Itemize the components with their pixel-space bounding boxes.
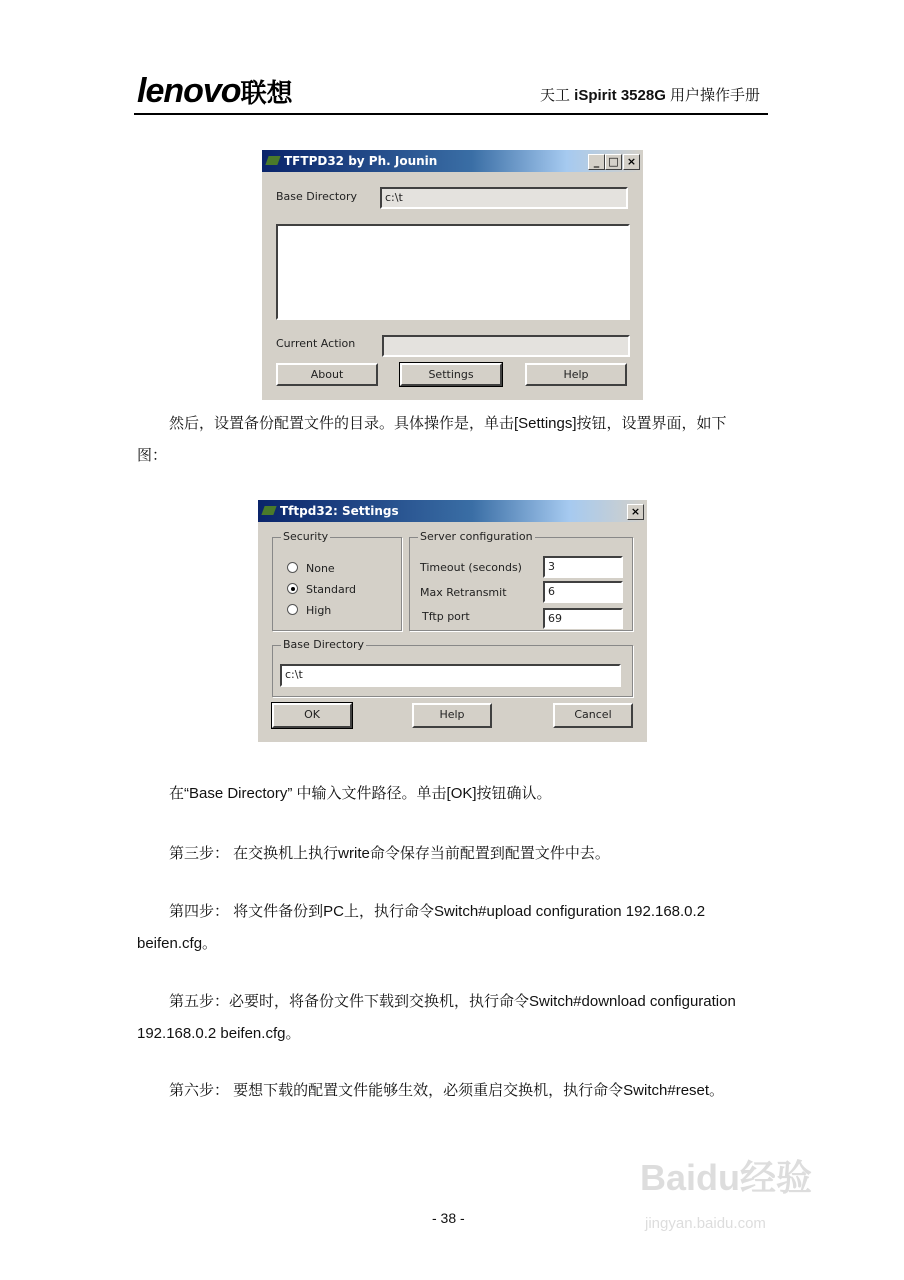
radio-icon xyxy=(287,562,298,573)
base-directory-label: Base Directory xyxy=(276,190,357,203)
paragraph: 在“Base Directory” 中输入文件路径。单击[OK]按钮确认。 xyxy=(169,785,552,802)
security-group xyxy=(272,530,402,631)
lenovo-logo: lenovo联想 xyxy=(137,72,293,110)
timeout-input[interactable]: 3 xyxy=(543,556,623,578)
cancel-button[interactable]: Cancel xyxy=(553,703,633,728)
baidu-watermark-url: jingyan.baidu.com xyxy=(645,1215,766,1232)
header-title: 天工 iSpirit 3528G 用户操作手册 xyxy=(540,87,761,104)
base-directory-field[interactable]: c:\t xyxy=(380,187,628,209)
step-4: 第四步： 将文件备份到PC上，执行命令Switch#upload configuration 192.168.0.2 xyxy=(169,903,706,920)
log-area[interactable] xyxy=(276,224,630,320)
tftp-port-input[interactable]: 69 xyxy=(543,608,623,629)
timeout-label: Timeout (seconds) xyxy=(420,561,522,574)
radio-icon xyxy=(287,604,298,615)
maximize-button[interactable]: □ xyxy=(605,154,622,170)
radio-checked-icon xyxy=(287,583,298,594)
base-directory-group xyxy=(272,638,633,697)
app-icon xyxy=(265,156,280,165)
close-button[interactable]: × xyxy=(623,154,640,170)
radio-standard[interactable]: Standard xyxy=(287,583,356,596)
server-configuration-label: Server configuration xyxy=(420,530,533,543)
title-bar: TFTPD32 by Ph. Jounin _ □ × xyxy=(262,150,643,172)
server-configuration-group xyxy=(409,530,633,631)
header-rule xyxy=(134,113,768,115)
settings-dialog xyxy=(258,500,647,742)
base-directory-input[interactable]: c:\t xyxy=(280,664,621,687)
close-button[interactable]: × xyxy=(627,504,644,520)
security-label: Security xyxy=(283,530,329,543)
help-button[interactable]: Help xyxy=(412,703,492,728)
max-retransmit-label: Max Retransmit xyxy=(420,586,507,599)
radio-none[interactable]: None xyxy=(287,562,335,575)
max-retransmit-input[interactable]: 6 xyxy=(543,581,623,603)
tftpd32-main-window xyxy=(262,150,643,400)
current-action-label: Current Action xyxy=(276,337,356,350)
about-button[interactable]: About xyxy=(276,363,378,386)
tftp-port-label: Tftp port xyxy=(422,610,470,623)
title-bar: Tftpd32: Settings × xyxy=(258,500,647,522)
step-5: 第五步：必要时，将备份文件下载到交换机，执行命令Switch#download configuration xyxy=(169,993,736,1010)
baidu-watermark: Baidu经验 xyxy=(640,1157,813,1198)
help-button[interactable]: Help xyxy=(525,363,627,386)
paragraph: 图： xyxy=(137,447,168,464)
step-6: 第六步： 要想下载的配置文件能够生效，必须重启交换机，执行命令Switch#reset。 xyxy=(169,1082,725,1099)
minimize-button[interactable]: _ xyxy=(588,154,605,170)
ok-button[interactable]: OK xyxy=(272,703,352,728)
settings-button[interactable]: Settings xyxy=(400,363,502,386)
step-4-cont: beifen.cfg。 xyxy=(137,935,218,952)
step-5-cont: 192.168.0.2 beifen.cfg。 xyxy=(137,1025,301,1042)
current-action-field xyxy=(382,335,630,357)
app-icon xyxy=(261,506,276,515)
page-number: - 38 - xyxy=(432,1210,465,1226)
paragraph: 然后，设置备份配置文件的目录。具体操作是，单击[Settings]按钮，设置界面，如下 xyxy=(169,415,727,432)
step-3: 第三步： 在交换机上执行write命令保存当前配置到配置文件中去。 xyxy=(169,845,610,862)
radio-high[interactable]: High xyxy=(287,604,331,617)
base-directory-label: Base Directory xyxy=(283,638,364,651)
